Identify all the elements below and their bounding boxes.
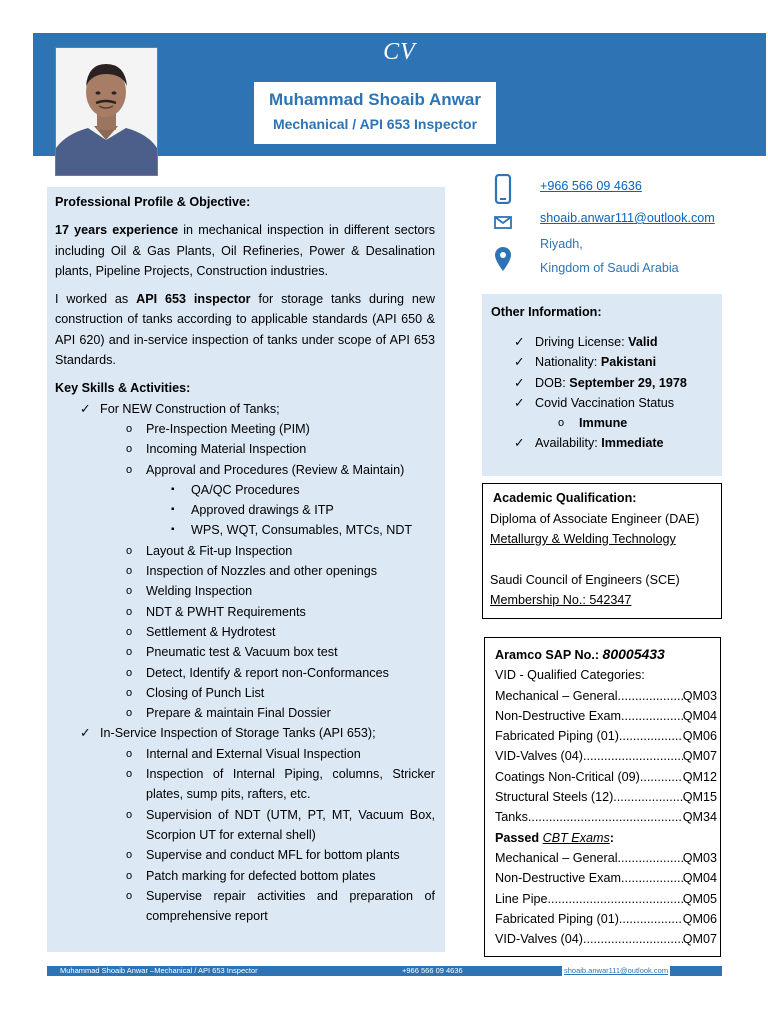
- profile-paragraph-1: [55, 220, 435, 281]
- other-information-section: [482, 294, 722, 476]
- other-info-heading: Other Information:: [491, 305, 602, 319]
- exam-code: QM03: [682, 850, 717, 865]
- exam-name: Mechanical – General: [495, 850, 618, 865]
- category-code: QM12: [682, 769, 717, 784]
- list-item: o NDT & PWHT Requirements: [55, 602, 435, 622]
- list-item: [482, 373, 722, 393]
- category-code: QM03: [682, 688, 717, 703]
- api-653-role: API 653 inspector: [136, 292, 251, 307]
- list-item: [495, 848, 717, 868]
- dob-value: September 29, 1978: [569, 375, 687, 390]
- driving-value: Valid: [628, 335, 658, 349]
- cv-title: CV: [383, 39, 416, 65]
- list-item: o Pneumatic test & Vacuum box test: [55, 642, 435, 662]
- sap-label: Aramco SAP No.:: [495, 648, 603, 662]
- experience-years: 17 years experience: [55, 223, 179, 238]
- phone-icon: [494, 174, 520, 207]
- email-link[interactable]: shoaib.anwar111@outlook.com: [540, 211, 715, 225]
- category-name: Structural Steels (12): [495, 790, 614, 805]
- location-pin-icon: [494, 246, 520, 275]
- aramco-lines: [495, 644, 717, 949]
- availability-value: Immediate: [601, 436, 664, 451]
- category-name: Tanks: [495, 810, 528, 825]
- exam-code: QM06: [682, 911, 717, 926]
- skills-heading: Key Skills & Activities:: [55, 381, 191, 396]
- category-name: Non-Destructive Exam: [495, 708, 621, 723]
- list-item: [495, 868, 717, 888]
- category-code: QM34: [682, 810, 717, 825]
- category-name: Mechanical – General: [495, 688, 618, 703]
- list-item: [495, 726, 717, 746]
- other-info-list: [482, 332, 722, 454]
- exam-name: Non-Destructive Exam: [495, 871, 621, 886]
- city-text: Riyadh,: [540, 237, 583, 251]
- name-box: [254, 82, 496, 144]
- list-item: ▪ QA/QC Procedures: [55, 480, 435, 500]
- footer-bar: [47, 966, 722, 976]
- cbt-prefix: Passed: [495, 830, 543, 845]
- list-item: [482, 352, 722, 372]
- list-item: [482, 393, 722, 413]
- academic-diploma: Diploma of Associate Engineer (DAE): [490, 512, 700, 526]
- skill-group-in-service: ✓ In-Service Inspection of Storage Tanks (API 653);: [55, 723, 435, 743]
- person-role: Mechanical / API 653 Inspector: [272, 116, 478, 132]
- footer-email-link[interactable]: shoaib.anwar111@outlook.com: [564, 966, 669, 975]
- list-item: ▪ WPS, WQT, Consumables, MTCs, NDT: [55, 520, 435, 540]
- academic-heading: Academic Qualification:: [493, 491, 637, 505]
- profile-text-2b: for storage tanks during new construction of tanks according to applicable standards (API 650 & API 620) and in-service inspection of tanks under scope of API 653 Standards.: [55, 292, 435, 368]
- envelope-icon: [494, 216, 520, 232]
- driving-label: Driving License:: [535, 335, 629, 349]
- availability-label: Availability:: [535, 436, 602, 451]
- dob-label: DOB:: [535, 375, 570, 390]
- list-item: [495, 767, 717, 787]
- list-item: o Layout & Fit-up Inspection: [55, 541, 435, 561]
- academic-council: Saudi Council of Engineers (SCE): [490, 573, 680, 587]
- list-item: [495, 889, 717, 909]
- cbt-heading: [495, 828, 717, 848]
- nationality-value: Pakistani: [600, 355, 657, 370]
- aramco-sap: [495, 644, 717, 665]
- list-item: [482, 413, 722, 433]
- academic-field: Metallurgy & Welding Technology: [490, 532, 676, 546]
- list-item: [495, 909, 717, 929]
- profile-section: [55, 192, 435, 926]
- list-item: o Prepare & maintain Final Dossier: [55, 703, 435, 723]
- category-code: QM04: [682, 708, 717, 723]
- person-name: Muhammad Shoaib Anwar: [269, 90, 481, 109]
- covid-value: Immune: [579, 416, 628, 431]
- list-item: o Supervise and conduct MFL for bottom plants: [55, 845, 435, 865]
- category-code: QM15: [682, 790, 717, 805]
- list-item: o Pre-Inspection Meeting (PIM): [55, 419, 435, 439]
- category-name: VID-Valves (04): [495, 749, 583, 764]
- list-item: [495, 706, 717, 726]
- footer-name: Muhammad Shoaib Anwar –Mechanical / API 653 Inspector: [60, 966, 258, 975]
- exam-code: QM07: [682, 932, 717, 947]
- list-item: [495, 686, 717, 706]
- skills-list: [55, 399, 435, 927]
- academic-section: [482, 483, 722, 619]
- list-item: o Settlement & Hydrotest: [55, 622, 435, 642]
- cbt-suffix: :: [609, 830, 614, 845]
- exam-name: VID-Valves (04): [495, 932, 583, 947]
- skill-group-new-construction: ✓ For NEW Construction of Tanks;: [55, 399, 435, 419]
- aramco-section: [484, 637, 721, 957]
- list-item: o Patch marking for defected bottom plates: [55, 866, 435, 886]
- list-item: o Closing of Punch List: [55, 683, 435, 703]
- category-code: QM06: [682, 729, 717, 744]
- list-item: o Inspection of Nozzles and other openings: [55, 561, 435, 581]
- exam-code: QM05: [682, 891, 717, 906]
- profile-text-1: in mechanical inspection in different sectors including Oil & Gas Plants, Oil Refineries, Power & Desalination plants, Pipeline Projects, Construction industries.: [55, 223, 435, 278]
- list-item: o Internal and External Visual Inspection: [55, 744, 435, 764]
- list-item: ▪ Approved drawings & ITP: [55, 500, 435, 520]
- list-item: o Supervise repair activities and preparation of comprehensive report: [55, 886, 435, 927]
- category-code: QM07: [682, 749, 717, 764]
- list-item: [495, 787, 717, 807]
- cbt-label: CBT Exams: [542, 830, 610, 845]
- list-item: o Detect, Identify & report non-Conformances: [55, 663, 435, 683]
- vid-heading: VID - Qualified Categories:: [495, 668, 645, 683]
- list-item: [495, 929, 717, 949]
- list-item: o Welding Inspection: [55, 581, 435, 601]
- list-item: o Inspection of Internal Piping, columns, Stricker plates, sump pits, rafters, etc.: [55, 764, 435, 805]
- person-photo-icon: [56, 48, 157, 175]
- list-item: [482, 433, 722, 453]
- exam-name: Fabricated Piping (01): [495, 911, 619, 926]
- category-name: Coatings Non-Critical (09): [495, 769, 640, 784]
- academic-membership: Membership No.: 542347: [490, 593, 632, 607]
- sap-value: 80005433: [602, 646, 665, 662]
- list-item: [495, 807, 717, 827]
- exam-code: QM04: [682, 871, 717, 886]
- profile-photo: [55, 47, 158, 176]
- profile-heading: Professional Profile & Objective:: [55, 195, 251, 209]
- list-item: o Supervision of NDT (UTM, PT, MT, Vacuum Box, Scorpion UT for external shell): [55, 805, 435, 846]
- list-item: [482, 332, 722, 352]
- list-item: [495, 746, 717, 766]
- nationality-label: Nationality:: [535, 355, 601, 370]
- footer-phone: +966 566 09 4636: [402, 966, 463, 975]
- phone-link[interactable]: +966 566 09 4636: [540, 179, 642, 193]
- profile-paragraph-2: [55, 289, 435, 370]
- covid-label: Covid Vaccination Status: [535, 395, 675, 410]
- profile-text-2a: I worked as: [55, 292, 137, 307]
- category-name: Fabricated Piping (01): [495, 729, 619, 744]
- list-item: o Incoming Material Inspection: [55, 439, 435, 459]
- exam-name: Line Pipe: [495, 891, 548, 906]
- country-text: Kingdom of Saudi Arabia: [540, 261, 679, 275]
- list-item: o Approval and Procedures (Review & Maintain): [55, 460, 435, 480]
